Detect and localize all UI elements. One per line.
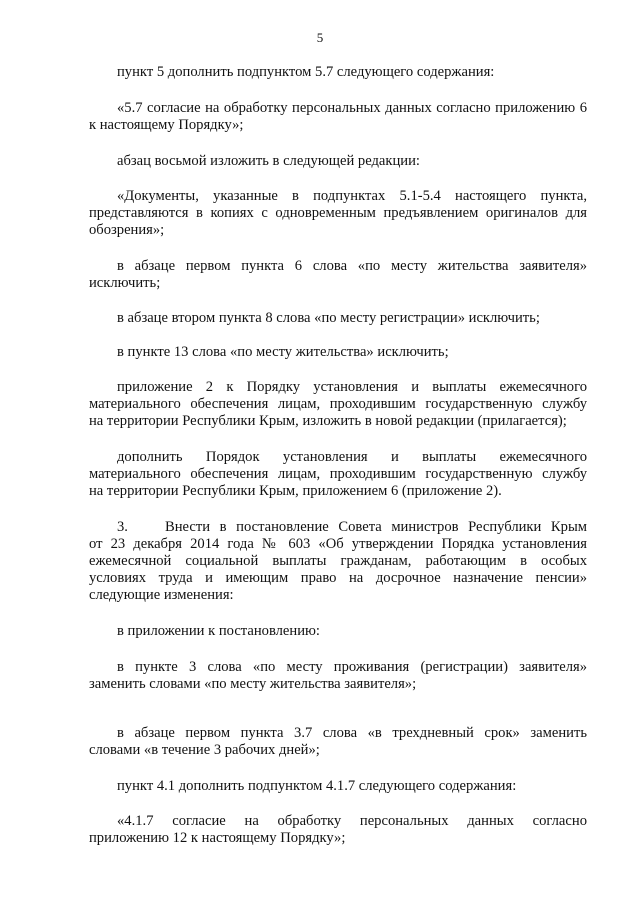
paragraph-line: следующие изменения: bbox=[89, 587, 234, 603]
paragraph-line: исключить; bbox=[89, 275, 161, 291]
paragraph-line: пункт 4.1 дополнить подпунктом 4.1.7 следующего содержания: bbox=[117, 778, 517, 794]
paragraph-line: ежемесячной социальной выплаты гражданам, работающим в особых bbox=[89, 553, 587, 569]
paragraph-line: в пункте 3 слова «по месту проживания (регистрации) заявителя» bbox=[117, 659, 587, 675]
paragraph-line: приложению 12 к настоящему Порядку»; bbox=[89, 830, 346, 846]
paragraph-line: от 23 декабря 2014 года № 603 «Об утверждении Порядка установления bbox=[89, 536, 587, 552]
paragraph-line: в приложении к постановлению: bbox=[117, 623, 320, 639]
paragraph-line: к настоящему Порядку»; bbox=[89, 117, 244, 133]
paragraph-line: пункт 5 дополнить подпунктом 5.7 следующего содержания: bbox=[117, 64, 495, 80]
paragraph-line: на территории Республики Крым, изложить в новой редакции (прилагается); bbox=[89, 413, 567, 429]
paragraph-line: в абзаце втором пункта 8 слова «по месту регистрации» исключить; bbox=[117, 310, 540, 326]
paragraph-line: в абзаце первом пункта 6 слова «по месту жительства заявителя» bbox=[117, 258, 587, 274]
paragraph-line: дополнить Порядок установления и выплаты ежемесячного bbox=[117, 449, 587, 465]
paragraph-line: Внести в постановление Совета министров Республики Крым bbox=[165, 519, 587, 535]
paragraph-line: материального обеспечения лицам, проходившим государственную службу bbox=[89, 466, 587, 482]
paragraph-line: словами «в течение 3 рабочих дней»; bbox=[89, 742, 320, 758]
paragraph-line: приложение 2 к Порядку установления и выплаты ежемесячного bbox=[117, 379, 587, 395]
paragraph-line: «Документы, указанные в подпунктах 5.1-5.4 настоящего пункта, bbox=[117, 188, 587, 204]
paragraph-line: в пункте 13 слова «по месту жительства» исключить; bbox=[117, 344, 449, 360]
paragraph-line: на территории Республики Крым, приложением 6 (приложение 2). bbox=[89, 483, 502, 499]
paragraph-line: обозрения»; bbox=[89, 222, 165, 238]
paragraph-line: «5.7 согласие на обработку персональных данных согласно приложению 6 bbox=[117, 100, 587, 116]
page-number: 5 bbox=[316, 30, 324, 45]
paragraph-line: заменить словами «по месту жительства заявителя»; bbox=[89, 676, 417, 692]
paragraph-line: абзац восьмой изложить в следующей редакции: bbox=[117, 153, 420, 169]
clause-number: 3. bbox=[117, 519, 128, 535]
paragraph-line: «4.1.7 согласие на обработку персональных данных согласно bbox=[117, 813, 587, 829]
paragraph-line: условиях труда и имеющим право на досрочное назначение пенсии» bbox=[89, 570, 587, 586]
paragraph-line: представляются в копиях с одновременным предъявлением оригиналов для bbox=[89, 205, 587, 221]
paragraph-line: материального обеспечения лицам, проходившим государственную службу bbox=[89, 396, 587, 412]
paragraph-line: в абзаце первом пункта 3.7 слова «в трехдневный срок» заменить bbox=[117, 725, 587, 741]
